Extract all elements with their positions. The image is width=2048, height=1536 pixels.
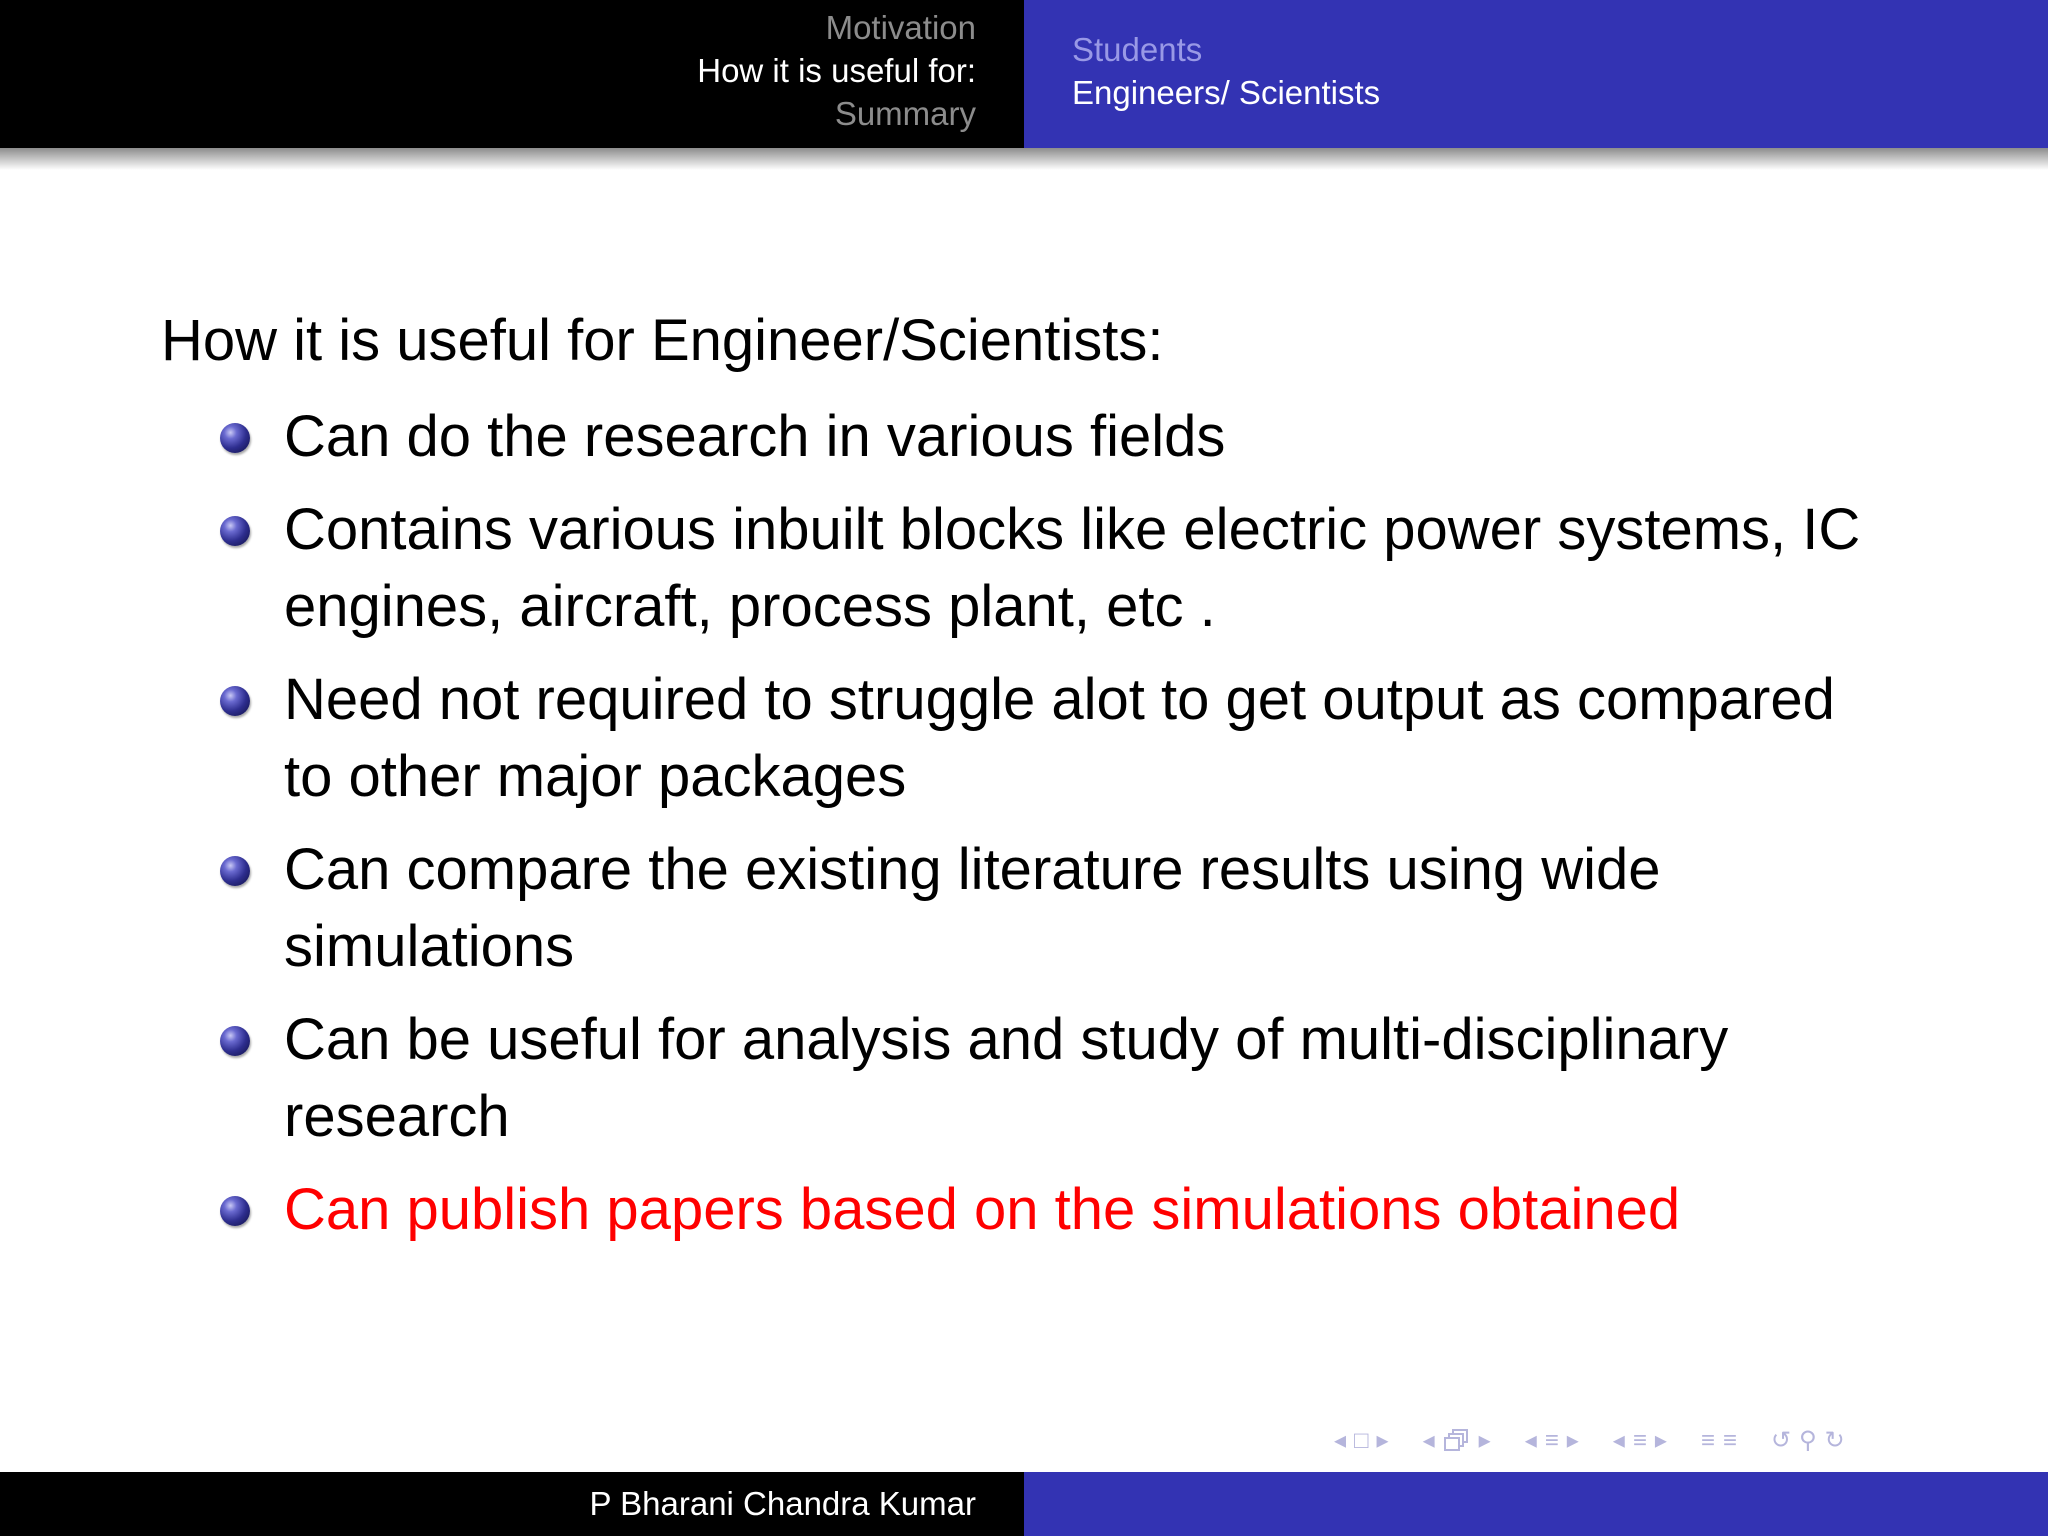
bullet-text: Can do the research in various fields [284,404,1226,469]
header-right-panel [1024,0,2048,148]
redo-icon[interactable]: ↻ [1824,1427,1845,1454]
bullet-item [218,1001,1878,1155]
bullet-item [218,491,1878,645]
bullet-ball-icon [220,856,250,886]
section-nav-group [1609,1426,1671,1456]
slide-nav-group [1330,1426,1393,1456]
bullet-text: Contains various inbuilt blocks like electric power systems, IC engines, aircraft, process plant, etc . [284,497,1861,639]
search-nav-group [1767,1426,1849,1456]
previous-subsection-icon[interactable]: ◂ [1524,1427,1537,1454]
bullet-ball-icon [220,1196,250,1226]
previous-slide-icon[interactable]: ◂ [1334,1427,1347,1454]
previous-section-icon[interactable]: ◂ [1612,1427,1625,1454]
bullet-list [218,398,1878,1264]
subsection-link-engineers-scientists[interactable]: Engineers/ Scientists [1072,74,1381,111]
bullet-ball-icon [220,423,250,453]
bullet-item [218,831,1878,985]
bullet-text: Need not required to struggle alot to get output as compared to other major packages [284,667,1835,809]
next-slide-icon[interactable]: ▸ [1376,1427,1389,1454]
frame-nav-group [1419,1426,1495,1456]
section-link-summary[interactable]: Summary [834,95,976,132]
previous-frame-icon[interactable]: ◂ [1422,1427,1435,1454]
next-subsection-icon[interactable]: ▸ [1566,1427,1579,1454]
section-icon[interactable]: ≡ [1632,1427,1647,1454]
footer-left-panel [0,1472,1024,1536]
subsection-icon[interactable]: ≡ [1544,1427,1559,1454]
navigation-symbols [1330,1426,1875,1456]
bullet-ball-icon [220,516,250,546]
slide-icon[interactable]: □ [1354,1427,1369,1454]
subsection-nav-group [1521,1426,1583,1456]
footer-right-panel [1024,1472,2048,1536]
section-link-motivation[interactable]: Motivation [825,9,976,46]
align-right-icon[interactable]: ≡ [1722,1427,1737,1454]
subsection-link-students[interactable]: Students [1072,31,1203,68]
header-left-panel [0,0,1024,148]
header-shadow [0,148,2048,170]
section-link-how-it-is-useful[interactable]: How it is useful for: [697,52,976,89]
bullet-item [218,398,1878,475]
document-nav-group [1697,1426,1741,1456]
bullet-ball-icon [220,1026,250,1056]
footer-author: P Bharani Chandra Kumar [589,1485,976,1522]
bullet-item [218,661,1878,815]
slide-heading: How it is useful for Engineer/Scientists: [161,308,1164,373]
bullet-ball-icon [220,686,250,716]
frame-icon[interactable] [1439,1428,1475,1454]
bullet-text: Can be useful for analysis and study of multi-disciplinary research [284,1007,1729,1149]
footer-bar [0,1472,2048,1536]
section-navigation [697,6,976,135]
bullet-text: Can compare the existing literature results using wide simulations [284,837,1661,979]
bullet-text: Can publish papers based on the simulations obtained [284,1177,1681,1242]
header-bar [0,0,2048,148]
next-section-icon[interactable]: ▸ [1654,1427,1667,1454]
bullet-item-highlighted [218,1171,1878,1248]
next-frame-icon[interactable]: ▸ [1478,1427,1491,1454]
undo-icon[interactable]: ↺ [1770,1427,1792,1454]
align-left-icon[interactable]: ≡ [1700,1427,1715,1454]
subsection-navigation [1072,28,1380,114]
search-icon[interactable]: ⚲ [1799,1427,1817,1454]
